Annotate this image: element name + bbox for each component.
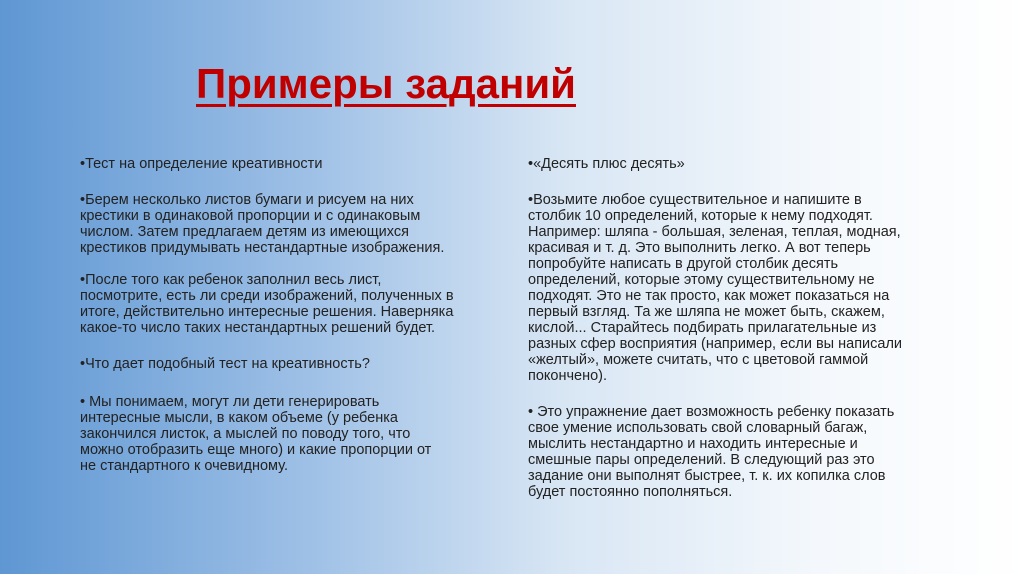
left-paragraph-1: •Тест на определение креативности <box>80 156 323 172</box>
left-paragraph-5: • Мы понимаем, могут ли дети генерировать интересные мысли, в каком объеме (у ребенка закончился листок, а мыслей по поводу того, что можно отобразить еще много) и какие пропорции от не стандартного к очевидному. <box>80 394 432 474</box>
right-column <box>528 156 958 500</box>
left-paragraph-2: •Берем несколько листов бумаги и рисуем на них крестики в одинаковой пропорции и с одинаковым числом. Затем предлагаем детям из имеющихся крестиков придумывать нестандартные изображения. <box>80 192 445 256</box>
left-column <box>80 156 520 474</box>
left-paragraph-3: •После того как ребенок заполнил весь лист, посмотрите, есть ли среди изображений, полученных в итоге, действительно интересные решения. Наверняка какое-то число таких нестандартных решений будет. <box>80 272 454 336</box>
right-paragraph-2: •Возьмите любое существительное и напишите в столбик 10 определений, которые к нему подходят. Например: шляпа - большая, зеленая, теплая, модная, красивая и т. д. Это выполнить легко. А вот теперь попробуйте написать в другой столбик десять определений, которые этому существительному не подходят. Это не так просто, как может показаться на первый взгляд. Та же шляпа не может быть, скажем, кислой... Старайтесь подбирать прилагательные из разных сфер восприятия (например, если вы написали «желтый», можете считать, что с цветовой гаммой покончено). <box>528 192 903 384</box>
slide-title: Примеры заданий <box>196 60 576 107</box>
right-paragraph-1: •«Десять плюс десять» <box>528 156 685 172</box>
right-paragraph-3: • Это упражнение дает возможность ребенку показать свое умение использовать свой словарный багаж, мыслить нестандартно и находить интересные и смешные пары определений. В следующий раз это задание они выполнят быстрее, т. к. их копилка слов будет постоянно пополняться. <box>528 404 895 500</box>
left-paragraph-4: •Что дает подобный тест на креативность? <box>80 356 370 372</box>
